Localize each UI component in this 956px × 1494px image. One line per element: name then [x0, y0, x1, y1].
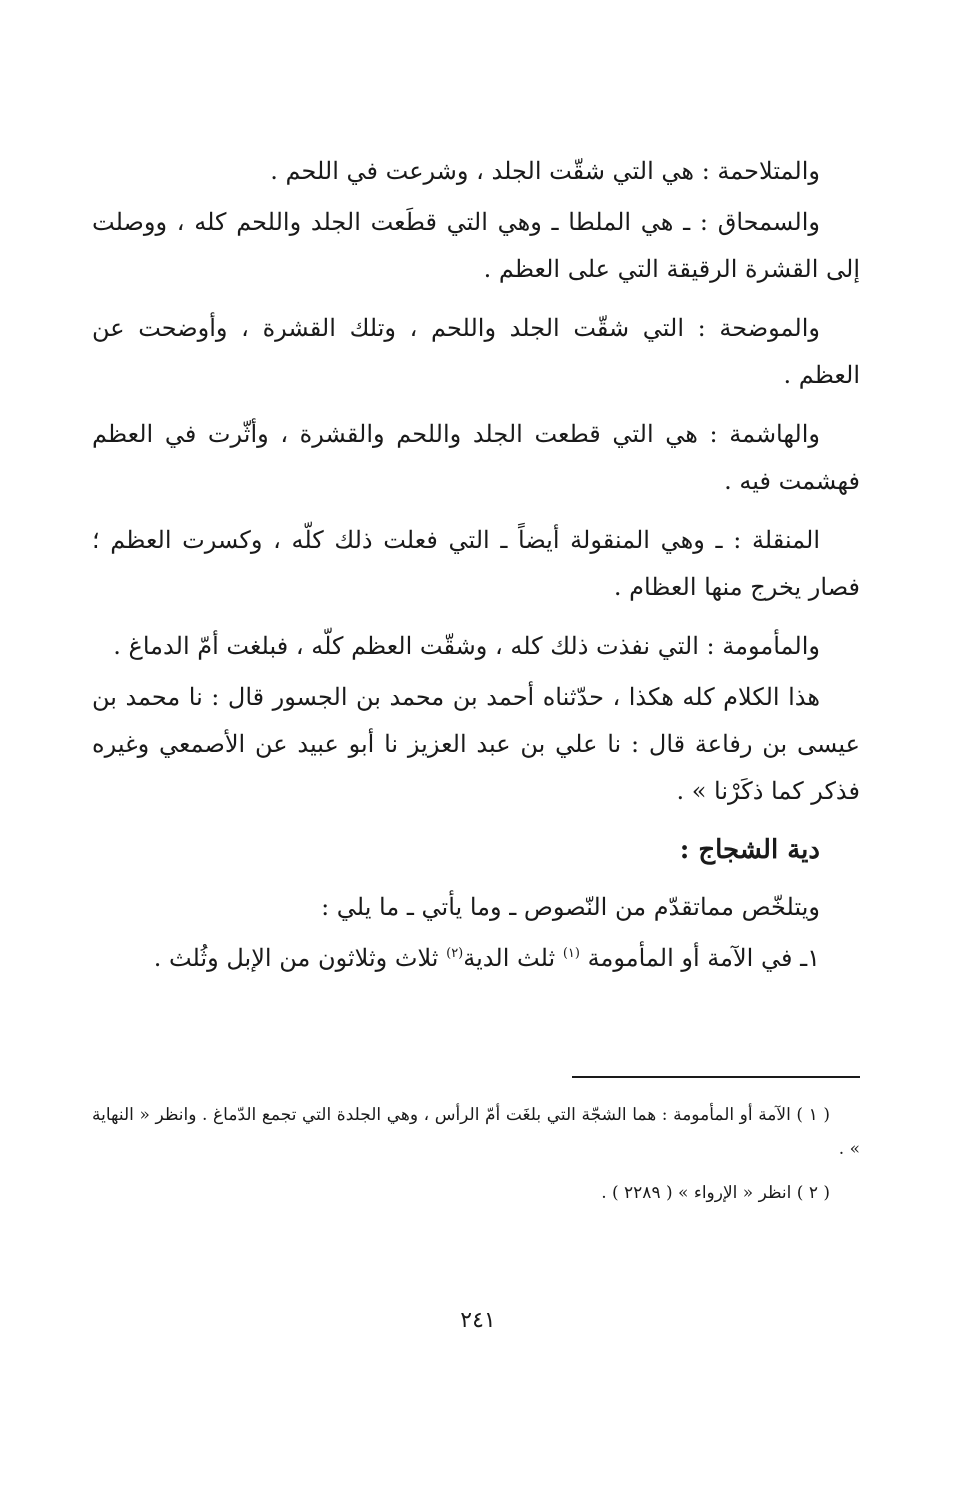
list-item-1-part3: ثلاث وثلاثون من الإبل وثُلث . [153, 944, 447, 972]
paragraph-mutalahima: والمتلاحمة : هي التي شقّت الجلد ، وشرعت في اللحم . [270, 157, 820, 185]
footnote-1: ( ١ ) الآمة أو المأمومة : هما الشجّة التي بلغَت أمّ الرأس ، وهي الجلدة التي تجمع الدّماغ . وانظر « النهاية » . [92, 1105, 860, 1159]
paragraph-mudiha: والموضحة : التي شقّت الجلد واللحم ، وتلك القشرة ، وأوضحت عن العظم . [92, 314, 860, 389]
paragraph-isnad: هذا الكلام كله هكذا ، حدّثناه أحمد بن محمد بن الجسور قال : نا محمد بن عيسى بن رفاعة قال : نا علي بن عبد العزيز نا أبو عبيد عن الأصمعي وغيره فذكر كما ذكَرْنا » . [92, 683, 860, 805]
paragraph-hashima: والهاشمة : هي التي قطعت الجلد واللحم والقشرة ، وأثّرت في العظم فهشمت فيه . [92, 420, 860, 495]
list-item-1 [92, 935, 860, 982]
paragraph-munaqqila: المنقلة : ـ وهي المنقولة أيضاً ـ التي فعلت ذلك كلّه ، وكسرت العظم ؛ فصار يخرج منها العظام . [92, 526, 860, 601]
footnote-2: ( ٢ ) انظر « الإرواء » ( ٢٢٨٩ ) . [601, 1183, 830, 1203]
list-item-1-part2: ثلث الدية [463, 944, 563, 972]
paragraph-mamuma: والمأمومة : التي نفذت ذلك كله ، وشقّت العظم كلّه ، فبلغت أمّ الدماغ . [113, 632, 820, 660]
paragraph-simhaq: والسمحاق : ـ هي الملطا ـ وهي التي قطَعت الجلد واللحم كله ، ووصلت إلى القشرة الرقيقة التي على العظم . [92, 208, 860, 283]
summary-intro: ويتلخّص مماتقدّم من النّصوص ـ وما يأتي ـ ما يلي : [321, 893, 820, 921]
main-text [92, 148, 860, 994]
section-heading: دية الشجاج : [679, 835, 820, 865]
footnote-ref-1[interactable]: (١) [562, 946, 580, 961]
footnote-separator [572, 1076, 860, 1078]
page-number: ٢٤١ [460, 1308, 496, 1333]
footnote-ref-2[interactable]: (٢) [446, 946, 464, 961]
list-item-1-part1: ١ـ في الآمة أو المأمومة [579, 944, 820, 972]
footnotes [92, 1098, 860, 1220]
